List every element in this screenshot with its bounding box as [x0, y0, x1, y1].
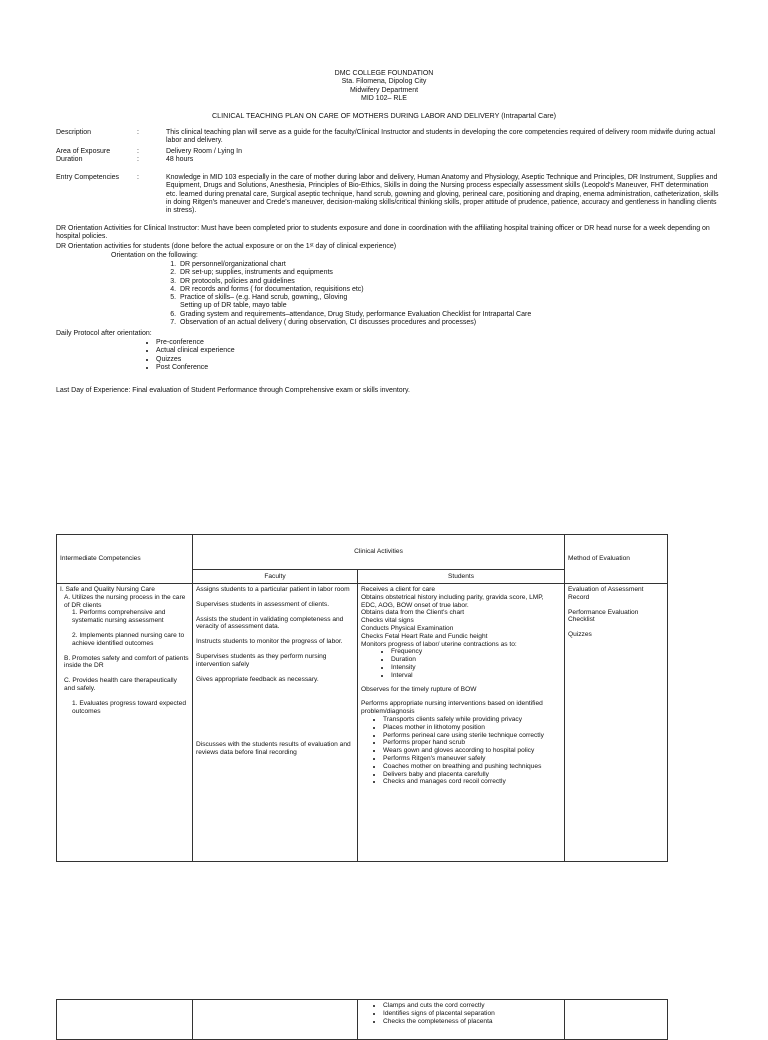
evaluation-method: Quizzes: [568, 631, 592, 639]
field-colon: :: [137, 174, 139, 181]
list-item: • Clamps and cuts the cord correctly: [383, 1002, 561, 1010]
field-colon: :: [137, 129, 139, 136]
competency-text: C. Provides health care therapeutically and safely.: [64, 677, 177, 692]
faculty-activity: Discusses with the students results of evaluation and reviews data before final recording: [196, 741, 351, 757]
list-item: • Frequency: [391, 648, 561, 656]
field-value: Knowledge in MID 103 especially in the care of mother during labor and delivery, Human Anatomy and Physiology, Aseptic Technique and Principles, DR Instrument, Supplies and Equipment, Drugs and Solutions, Anesthesia, Principles of Bio-Ethics, Skills in doing the Nursing process especially assessment skills (Leopold's Maneuver, FHT determination etc. learned during prenatal care, Surgical aseptic technique, hand scrub, gowning and gloving, perineal care, positioning and draping, enema administration, catheterization, skills in doing Ritgen's maneuver and Crede's maneuver, decision-making skills/critical thinking skills, proper attitude of prudence, patience, accuracy and gentleness in handling clients in stress).: [166, 174, 719, 215]
entry-competencies-field: [56, 174, 719, 224]
header-clinical-activities: Clinical Activities: [193, 535, 565, 570]
faculty-activity: Assists the student in validating completeness and veracity of assessment data.: [196, 615, 344, 631]
list-item: • Places mother in lithotomy position: [383, 724, 561, 732]
faculty-cell: [193, 1000, 358, 1040]
header-students: Students: [358, 570, 565, 584]
student-activity: Conducts Physical Examination: [361, 624, 454, 632]
list-item: • Delivers baby and placenta carefully: [383, 771, 561, 779]
list-item: • Actual clinical experience: [156, 347, 356, 355]
department-name: Midwifery Department: [349, 86, 419, 94]
field-label: Area of Exposure: [56, 148, 111, 155]
table-header-row: [57, 535, 668, 570]
list-item: • Checks and manages cord recoil correctly: [383, 778, 561, 786]
competencies-cell: [57, 584, 193, 862]
field-value: Delivery Room / Lying In: [166, 148, 242, 155]
field-colon: :: [137, 148, 139, 155]
method-cell: [565, 1000, 668, 1040]
list-item: • Transports clients safely while providing privacy: [383, 716, 561, 724]
last-day-paragraph: Last Day of Experience: Final evaluation of Student Performance through Comprehensive exam or skills inventory.: [56, 387, 410, 394]
college-address: Sta. Filomena, Dipolog City: [341, 78, 427, 86]
header-intermediate-competencies: Intermediate Competencies: [57, 535, 193, 584]
list-item-subline: Setting up of DR table, mayo table: [180, 302, 287, 310]
dr-orientation-students: DR Orientation activities for students (done before the actual exposure or on the 1ˢᵗ day of clinical experience): [56, 243, 397, 250]
field-label: Description: [56, 129, 92, 136]
description-field: [56, 129, 716, 147]
daily-protocol-list: [140, 339, 356, 372]
daily-protocol-label: Daily Protocol after orientation:: [56, 330, 152, 337]
competency-text: 2. Implements planned nursing care to achieve identified outcomes: [72, 631, 185, 647]
list-item: • Performs proper hand scrub: [383, 739, 561, 747]
method-cell: [565, 584, 668, 862]
student-activity: Obtains data from the Client's chart: [361, 609, 465, 617]
teaching-plan-table: [56, 534, 668, 862]
student-activity: Observes for the timely rupture of BOW: [361, 685, 477, 693]
document-title: CLINICAL TEACHING PLAN ON CARE OF MOTHERS DURING LABOR AND DELIVERY (Intrapartal Care): [211, 111, 556, 120]
competency-text: I. Safe and Quality Nursing Care: [60, 586, 155, 593]
list-item: • Quizzes: [156, 356, 356, 364]
field-value: 48 hours: [166, 156, 194, 163]
document-header: [0, 70, 768, 103]
competency-text: B. Promotes safety and comfort of patients inside the DR: [64, 654, 189, 670]
faculty-cell: [193, 584, 358, 862]
list-item: 1. DR personnel/organizational chart: [178, 261, 648, 269]
field-label: Entry Competencies: [56, 174, 120, 181]
field-value: This clinical teaching plan will serve as a guide for the faculty/Clinical Instructor and students in developing the core competencies required of delivery room midwife during actual labor and delivery.: [166, 129, 716, 145]
list-item: • Intensity: [391, 664, 561, 672]
students-cell: [358, 1000, 565, 1040]
list-item: • Coaches mother on breathing and pushing techniques: [383, 763, 561, 771]
list-item: • Duration: [391, 656, 561, 664]
evaluation-method: Evaluation of Assessment Record: [568, 586, 644, 601]
faculty-activity: Supervises students in assessment of clients.: [196, 600, 330, 608]
field-colon: :: [137, 156, 139, 163]
list-item: 3. DR protocols, policies and guidelines: [178, 278, 648, 286]
student-activity: Checks Fetal Heart Rate and Fundic height: [361, 632, 488, 640]
students-cell: [358, 584, 565, 862]
competencies-cell: [57, 1000, 193, 1040]
competency-text: 1. Performs comprehensive and systematic nursing assessment: [72, 609, 166, 625]
header-faculty: Faculty: [193, 570, 358, 584]
list-item: • Performs Ritgen's maneuver safely: [383, 755, 561, 763]
college-name: DMC COLLEGE FOUNDATION: [334, 70, 434, 77]
list-item: • Post Conference: [156, 364, 356, 372]
faculty-activity: Gives appropriate feedback as necessary.: [196, 675, 319, 683]
student-activity: Receives a client for care: [361, 586, 436, 593]
competency-text: 1. Evaluates progress toward expected outcomes: [72, 699, 186, 715]
duration-field: [56, 156, 716, 165]
orientation-list: [165, 261, 648, 327]
student-activity: Performs appropriate nursing interventions based on identified problem/diagnosis: [361, 700, 543, 716]
monitor-list: [361, 648, 561, 679]
dr-orientation-ci: DR Orientation Activities for Clinical Instructor: Must have been completed prior to students exposure and done in coordination with the affiliating hospital training officer or DR head nurse for a week depending on hospital policies.: [56, 225, 710, 241]
faculty-activity: Assigns students to a particular patient in labor room: [196, 586, 350, 593]
orientation-intro: Orientation on the following:: [111, 252, 198, 259]
course-code: MID 102– RLE: [361, 94, 407, 102]
list-item: • Pre-conference: [156, 339, 356, 347]
intervention-list: [361, 716, 561, 786]
continuation-table: [56, 999, 668, 1040]
list-item: [178, 294, 648, 311]
faculty-activity: Instructs students to monitor the progress of labor.: [196, 638, 343, 646]
list-item: 7. Observation of an actual delivery ( during observation, CI discusses procedures and processes): [178, 319, 648, 327]
list-item-text: Practice of skills– (e.g. Hand scrub, gowning,, Gloving: [180, 294, 348, 302]
list-item: • Interval: [391, 672, 561, 680]
competency-text: A. Utilizes the nursing process in the care of DR clients: [64, 593, 186, 609]
table-row: [57, 584, 668, 862]
list-item: • Checks the completeness of placenta: [383, 1018, 561, 1026]
student-activity: Obtains obstetrical history including parity, gravida score, LMP, EDC, AOG, BOW onset of true labor.: [361, 593, 544, 609]
field-label: Duration: [56, 156, 83, 163]
student-activity: Checks vital signs: [361, 617, 414, 625]
list-item: 4. DR records and forms ( for documentation, requisitions etc): [178, 286, 648, 294]
header-method-of-evaluation: Method of Evaluation: [565, 535, 668, 584]
table-row: [57, 1000, 668, 1040]
list-item: 2. DR set-up; supplies, instruments and equipments: [178, 269, 648, 277]
evaluation-method: Performance Evaluation Checklist: [568, 608, 639, 624]
list-item: 6. Grading system and requirements–attendance, Drug Study, performance Evaluation Checklist for Intrapartal Care: [178, 311, 648, 319]
list-item: • Wears gown and gloves according to hospital policy: [383, 747, 561, 755]
continuation-list: [361, 1002, 561, 1025]
list-item: • Identifies signs of placental separation: [383, 1010, 561, 1018]
student-activity: Monitors progress of labor/ uterine contractions as to:: [361, 640, 517, 648]
list-item: • Performs perineal care using sterile technique correctly: [383, 732, 561, 740]
faculty-activity: Supervises students as they perform nursing intervention safely: [196, 652, 327, 668]
